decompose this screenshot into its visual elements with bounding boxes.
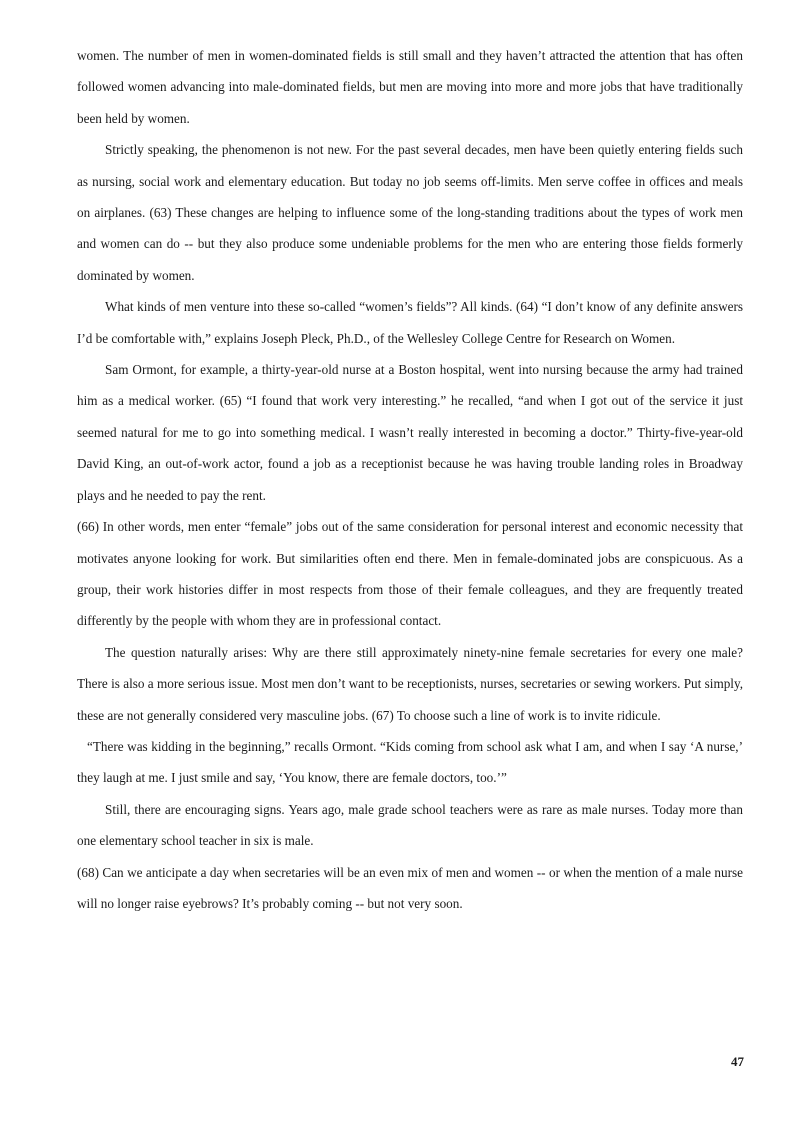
paragraph-1: women. The number of men in women-dominated fields is still small and they haven’t attracted the attention that has often followed women advancing into male-dominated fields, but men are moving into more and more jobs that have traditionally been held by women. bbox=[77, 48, 743, 126]
paragraph-2: Strictly speaking, the phenomenon is not new. For the past several decades, men have been quietly entering fields such as nursing, social work and elementary education. But today no job seems off-limits. Men serve coffee in offices and meals on airplanes. (63) These changes are helping to influence some of the long-standing traditions about the types of work men and women can do -- but they also produce some undeniable problems for the men who are entering those fields formerly dominated by women. bbox=[77, 142, 743, 283]
body-text bbox=[77, 40, 743, 919]
paragraph-5: (66) In other words, men enter “female” jobs out of the same consideration for personal interest and economic necessity that motivates anyone looking for work. But similarities often end there. Men in female-dominated jobs are conspicuous. As a group, their work histories differ in most respects from those of their female colleagues, and they are frequently treated differently by the people with whom they are in professional contact. bbox=[77, 519, 743, 629]
page-number: 47 bbox=[731, 1054, 744, 1069]
paragraph-9: (68) Can we anticipate a day when secretaries will be an even mix of men and women -- or when the mention of a male nurse will no longer raise eyebrows? It’s probably coming -- but not very soon. bbox=[77, 864, 743, 911]
paragraph-3: What kinds of men venture into these so-called “women’s fields”? All kinds. (64) “I don’t know of any definite answers I’d be comfortable with,” explains Joseph Pleck, Ph.D., of the Wellesley College Centre for Research on Women. bbox=[77, 299, 743, 346]
paragraph-8: Still, there are encouraging signs. Years ago, male grade school teachers were as rare as male nurses. Today more than one elementary school teacher in six is male. bbox=[77, 801, 743, 849]
paragraph-4: Sam Ormont, for example, a thirty-year-old nurse at a Boston hospital, went into nursing because the army had trained him as a medical worker. (65) “I found that work very interesting.” he recalled, “and when I got out of the service it just seemed natural for me to go into something medical. I wasn’t really interested in becoming a doctor.” Thirty-five-year-old David King, an out-of-work actor, found a job as a receptionist because he was having trouble landing roles in Broadway plays and he needed to pay the rent. bbox=[77, 362, 743, 503]
paragraph-7: “There was kidding in the beginning,” recalls Ormont. “Kids coming from school ask what I am, and when I say ‘A nurse,’ they laugh at me. I just smile and say, ‘You know, there are female doctors, too.’” bbox=[77, 738, 743, 786]
paragraph-6: The question naturally arises: Why are there still approximately ninety-nine female secretaries for every one male? There is also a more serious issue. Most men don’t want to be receptionists, nurses, secretaries or sewing workers. Put simply, these are not generally considered very masculine jobs. (67) To choose such a line of work is to invite ridicule. bbox=[77, 644, 743, 723]
